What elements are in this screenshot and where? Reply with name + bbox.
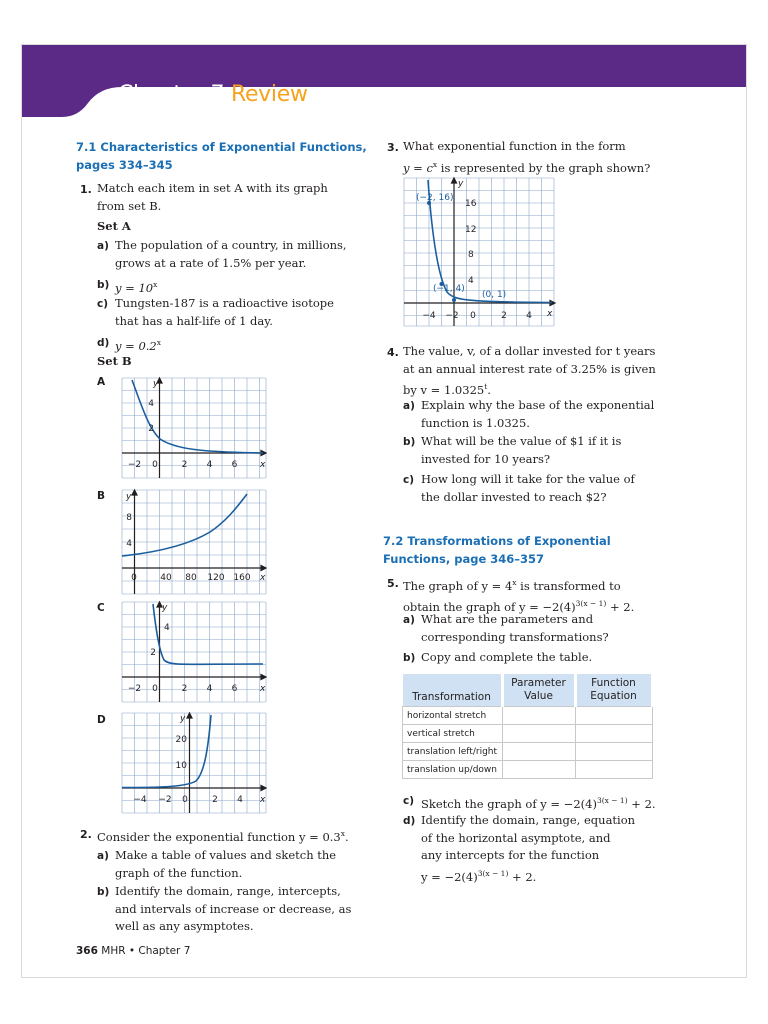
- graph-c-y-label: y: [162, 603, 168, 613]
- graph-c-xtick: 2: [181, 684, 188, 694]
- graph-d-label: D: [97, 714, 106, 726]
- q3-point-3: [452, 298, 456, 302]
- graph-c-x-label: x: [260, 684, 266, 694]
- q2-a-label: a): [97, 850, 109, 862]
- graph-b-ytick: 8: [126, 513, 132, 523]
- q3-ytick: 4: [468, 276, 474, 286]
- graph-d-xtick: 2: [212, 795, 218, 805]
- q5-d-label: d): [403, 815, 416, 827]
- q4-c-label: c): [403, 474, 415, 486]
- q1-c-label: c): [97, 298, 109, 310]
- table-row: [403, 707, 653, 725]
- table-row: [403, 725, 653, 743]
- q4-a-label: a): [403, 400, 415, 412]
- graph-a-xtick: 0: [152, 460, 158, 470]
- q3-point-label-3: (0, 1): [482, 290, 507, 300]
- graph-c-xtick: −2: [127, 684, 142, 694]
- graph-c-xtick: 0: [152, 684, 158, 694]
- question-5: 5. The graph of $y = 4^x$ is transformed to obtain the graph of $y = -2(4)^{3(x - 1)} + 2$.: [387, 577, 635, 615]
- graph-a-xtick: 4: [206, 460, 213, 470]
- graph-a-xtick: −2: [127, 460, 142, 470]
- table-row: [403, 761, 653, 779]
- graph-c-curve: [153, 604, 263, 664]
- q3-point-label-2: (−1, 4): [433, 284, 465, 294]
- table-cell: vertical stretch: [403, 725, 503, 743]
- graph-c-label: C: [97, 602, 105, 614]
- graph-b-xtick: 160: [233, 573, 251, 583]
- table-header: Transformation: [403, 674, 503, 707]
- graph-c-ytick: 4: [164, 623, 170, 633]
- graph-b-xtick: 120: [207, 573, 225, 583]
- q5-b-text: Copy and complete the table.: [421, 650, 593, 664]
- set-a-label: Set A: [97, 219, 131, 233]
- graph-a-curve: [132, 380, 263, 453]
- q3-ytick: 8: [468, 250, 474, 260]
- q1-c-text: Tungsten-187 is a radioactive isotope that has a half-life of 1 day.: [115, 296, 334, 328]
- q3-graph: [402, 176, 558, 332]
- table-cell: horizontal stretch: [403, 707, 503, 725]
- q5-c-label: c): [403, 795, 415, 807]
- q1-b-text: $y = 10^x$: [115, 280, 158, 295]
- q3-xtick: −4: [422, 311, 436, 321]
- q3-xtick: −2: [445, 311, 459, 321]
- q1-d-text: $y = 0.2^x$: [115, 338, 161, 353]
- graph-c-ytick: 2: [150, 648, 156, 658]
- q4-a-text: Explain why the base of the exponential function is 1.0325.: [421, 398, 655, 430]
- q3-ytick: 16: [465, 199, 477, 209]
- graph-a-label: A: [97, 376, 106, 388]
- graph-c-xtick: 4: [206, 684, 213, 694]
- graph-a-ytick: 4: [148, 399, 154, 409]
- graph-d-xtick: −4: [133, 795, 147, 805]
- graph-d-x-label: x: [260, 795, 266, 805]
- section-heading-7-2: 7.2 Transformations of Exponential Functions, page 346–357: [383, 534, 611, 566]
- graph-d-y-label: y: [180, 714, 186, 724]
- graph-b-label: B: [97, 490, 106, 502]
- set-b-label: Set B: [97, 354, 132, 368]
- q2-a-text: Make a table of values and sketch the graph of the function.: [115, 848, 337, 880]
- graph-a-y-label: y: [153, 379, 159, 389]
- section-heading-7-1: 7.1 Characteristics of Exponential Functions, pages 334–345: [76, 140, 367, 172]
- q3-point-label-1: (−2, 16): [416, 193, 454, 203]
- question-4: 4. The value, v, of a dollar invested for t years at an annual interest rate of 3.25% is given by $v = 1.0325^t$.: [387, 344, 656, 397]
- q5-a-text: What are the parameters and corresponding transformations?: [421, 612, 609, 644]
- chapter-title: Chapter 7 Review: [118, 82, 308, 107]
- graph-a-x-label: x: [260, 460, 266, 470]
- graph-d-xtick: 4: [237, 795, 243, 805]
- graph-d-ytick: 20: [175, 735, 187, 745]
- table-cell: translation left/right: [403, 743, 503, 761]
- graph-b: [120, 488, 268, 602]
- graph-d-xtick: 0: [182, 795, 188, 805]
- q1-d-label: d): [97, 337, 110, 349]
- graph-b-xtick: 80: [185, 573, 197, 583]
- q3-ytick: 12: [465, 225, 477, 235]
- q1-a-text: The population of a country, in millions, grows at a rate of 1.5% per year.: [115, 238, 347, 270]
- q1-a-label: a): [97, 240, 109, 252]
- q3-xtick: 4: [526, 311, 532, 321]
- q3-y-label: y: [458, 179, 464, 189]
- q5-b-label: b): [403, 652, 416, 664]
- transformation-table: [402, 674, 654, 779]
- q3-x-label: x: [547, 309, 553, 319]
- table-header: Parameter Value: [502, 674, 575, 707]
- question-3: 3. What exponential function in the form $y = c^x$ is represented by the graph shown?: [387, 139, 651, 175]
- q3-xtick: 2: [501, 311, 507, 321]
- table-header: Function Equation: [575, 674, 652, 707]
- q4-b-text: What will be the value of $1 if it is invested for 10 years?: [421, 434, 622, 466]
- graph-a-xtick: 6: [231, 460, 238, 470]
- q2-b-label: b): [97, 886, 110, 898]
- q1-b-label: b): [97, 279, 110, 291]
- q2-b-text: Identify the domain, range, intercepts, and intervals of increase or decrease, as well as any asymptotes.: [115, 884, 352, 933]
- q3-xtick: 0: [470, 311, 476, 321]
- q5-a-label: a): [403, 614, 415, 626]
- graph-b-ytick: 4: [126, 539, 132, 549]
- table-cell: translation up/down: [403, 761, 503, 779]
- q5-d-text: Identify the domain, range, equation of the horizontal asymptote, and any intercepts for the function $y = -2(4)^{3(x - 1)} + 2$.: [421, 813, 636, 884]
- question-2: 2. Consider the exponential function $y = 0.3^x$.: [80, 828, 349, 844]
- graph-b-x-label: x: [260, 573, 266, 583]
- graph-d-xtick: −2: [158, 795, 172, 805]
- graph-d-curve: [122, 715, 211, 788]
- graph-b-y-label: y: [126, 492, 132, 502]
- q4-b-label: b): [403, 436, 416, 448]
- graph-a-ytick: 2: [148, 424, 154, 434]
- question-1: 1. Match each item in set A with its graph from set B.: [80, 181, 328, 213]
- table-row: [403, 743, 653, 761]
- graph-d: [120, 711, 268, 821]
- q5-c-text: Sketch the graph of $y = -2(4)^{3(x - 1)} + 2$.: [421, 796, 656, 811]
- graph-b-xtick: 40: [160, 573, 172, 583]
- graph-a-xtick: 2: [181, 460, 188, 470]
- graph-d-ytick: 10: [175, 761, 187, 771]
- graph-c: [120, 600, 268, 710]
- graph-c-xtick: 6: [231, 684, 238, 694]
- page-footer: 366 MHR • Chapter 7: [76, 945, 191, 957]
- q4-c-text: How long will it take for the value of the dollar invested to reach $2?: [421, 472, 635, 504]
- graph-a: [120, 376, 268, 486]
- graph-b-xtick: 0: [131, 573, 137, 583]
